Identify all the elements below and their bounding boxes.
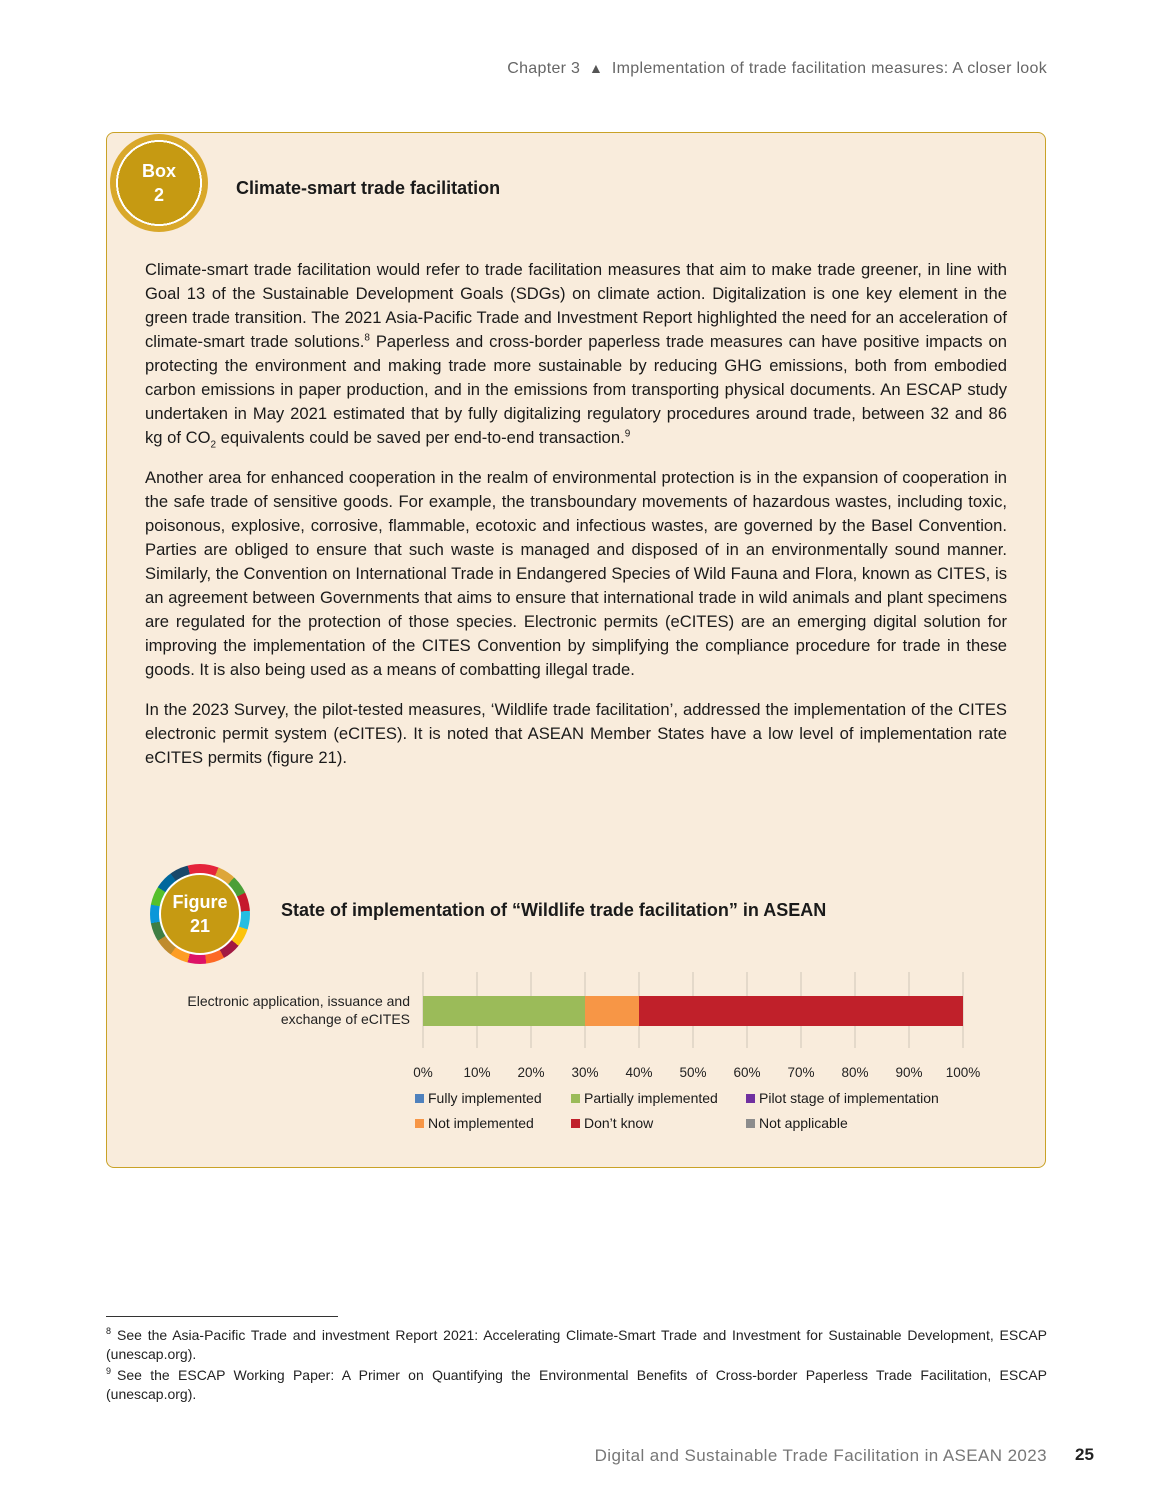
legend-label: Don’t know <box>584 1115 654 1131</box>
section-title: Implementation of trade facilitation measures: A closer look <box>611 60 1047 77</box>
tick-label-50: 50% <box>679 1065 707 1080</box>
tick-label-60: 60% <box>733 1065 761 1080</box>
footnote-rule <box>106 1316 338 1317</box>
tick-label-70: 70% <box>787 1065 815 1080</box>
tick-label-90: 90% <box>895 1065 923 1080</box>
legend-label: Fully implemented <box>428 1090 542 1106</box>
bar-segment-not-implemented <box>585 996 639 1026</box>
paragraph-3: In the 2023 Survey, the pilot-tested measures, ‘Wildlife trade facilitation’, addressed the implementation of the CITES electronic permit system (eCITES). It is noted that ASEAN Member States have a low level of implementation rate eCITES permits (figure 21). <box>145 700 1007 767</box>
box-badge-number: 2 <box>153 185 164 205</box>
legend-item-fully-implemented <box>415 1090 542 1106</box>
legend-item-partially-implemented <box>571 1090 718 1106</box>
category-label-line-2: exchange of eCITES <box>280 1011 410 1027</box>
separator-triangle-icon: ▲ <box>588 60 604 76</box>
figure-title: State of implementation of “Wildlife trade facilitation” in ASEAN <box>281 900 827 920</box>
publication-title: Digital and Sustainable Trade Facilitation in ASEAN 2023 <box>594 1446 1047 1465</box>
tick-label-40: 40% <box>625 1065 653 1080</box>
paragraph-1-part-a: Climate-smart trade facilitation would refer to trade facilitation measures that aim to make trade greener, in line with Goal 13 of the Sustainable Development Goals (SDGs) on climate action. Digitalization is one key element in the green trade transition. The 2021 Asia-Pacific Trade and Investment Report highlighted the need for an acceleration of climate-smart trade solutions. <box>145 260 1007 351</box>
tick-label-0: 0% <box>413 1065 433 1080</box>
footnote-9-text: See the ESCAP Working Paper: A Primer on Quantifying the Environmental Benefits of Cross-border Paperless Trade Facilitation, ESCAP (unescap.org). <box>106 1367 1047 1402</box>
footnote-8 <box>106 1326 1047 1364</box>
footnote-9 <box>106 1366 1047 1404</box>
bar-segment-don-t-know <box>639 996 963 1026</box>
legend-swatch <box>571 1094 580 1103</box>
legend-swatch <box>746 1094 755 1103</box>
bar-segment-partially-implemented <box>423 996 585 1026</box>
paragraph-2: Another area for enhanced cooperation in the realm of environmental protection is in the expansion of cooperation in the safe trade of sensitive goods. For example, the transboundary movements of hazardous wastes, including toxic, poisonous, explosive, corrosive, flammable, ecotoxic and infectious wastes, are governed by the Basel Convention. Parties are obliged to ensure that such waste is managed and disposed of in an environmentally sound manner. Similarly, the Convention on International Trade in Endangered Species of Wild Fauna and Flora, known as CITES, is an agreement between Governments that aims to ensure that international trade in wild animals and plant specimens are regulated for the protection of those species. Electronic permits (eCITES) are an emerging digital solution for improving the implementation of the CITES Convention by simplifying the compliance procedure for trade in these goods. It is also being used as a means of combatting illegal trade. <box>145 468 1007 679</box>
page-number: 25 <box>1075 1445 1094 1464</box>
box-title: Climate-smart trade facilitation <box>236 178 501 198</box>
legend-item-not-implemented <box>415 1115 534 1131</box>
footnote-9-number: 9 <box>106 1366 112 1377</box>
footnote-8-number: 8 <box>106 1326 112 1337</box>
legend-item-don-t-know <box>571 1115 653 1131</box>
chapter-label: Chapter 3 <box>507 60 581 77</box>
legend-item-not-applicable <box>746 1115 848 1131</box>
tick-label-80: 80% <box>841 1065 869 1080</box>
legend-label: Partially implemented <box>584 1090 718 1106</box>
co2-subscript: 2 <box>210 439 217 451</box>
figure-badge-number: 21 <box>189 916 211 936</box>
legend-swatch <box>571 1119 580 1128</box>
footnote-ref-8[interactable]: 8 <box>364 332 370 344</box>
footnote-8-text: See the Asia-Pacific Trade and investment Report 2021: Accelerating Climate-Smart Trade and Investment for Sustainable Development, ESCAP (unescap.org). <box>106 1327 1047 1362</box>
category-label-line-1: Electronic application, issuance and <box>187 993 410 1009</box>
paragraph-1-part-b: Paperless and cross-border paperless trade measures can have positive impacts on protecting the environment and making trade more sustainable by reducing GHG emissions, both from embodied carbon emissions in paper production, and in the emissions from transporting physical documents. An ESCAP study undertaken in May 2021 estimated that by fully digitalizing regulatory procedures around trade, between 32 and 86 kg of CO <box>145 332 1007 447</box>
footnote-ref-9[interactable]: 9 <box>624 428 631 440</box>
legend-label: Not implemented <box>428 1115 534 1131</box>
tick-label-10: 10% <box>463 1065 491 1080</box>
legend-swatch <box>415 1094 424 1103</box>
legend-swatch <box>746 1119 755 1128</box>
tick-label-30: 30% <box>571 1065 599 1080</box>
tick-label-100: 100% <box>945 1065 981 1080</box>
box-badge-word: Box <box>141 161 176 181</box>
paragraph-1-part-c: equivalents could be saved per end-to-end transaction. <box>216 428 625 447</box>
legend-swatch <box>415 1119 424 1128</box>
figure-badge-word: Figure <box>172 892 228 912</box>
legend-label: Not applicable <box>759 1115 848 1131</box>
legend-label: Pilot stage of implementation <box>759 1090 939 1106</box>
legend-item-pilot-stage-of-implementation <box>746 1090 939 1106</box>
tick-label-20: 20% <box>517 1065 545 1080</box>
footnotes <box>106 1326 1047 1406</box>
